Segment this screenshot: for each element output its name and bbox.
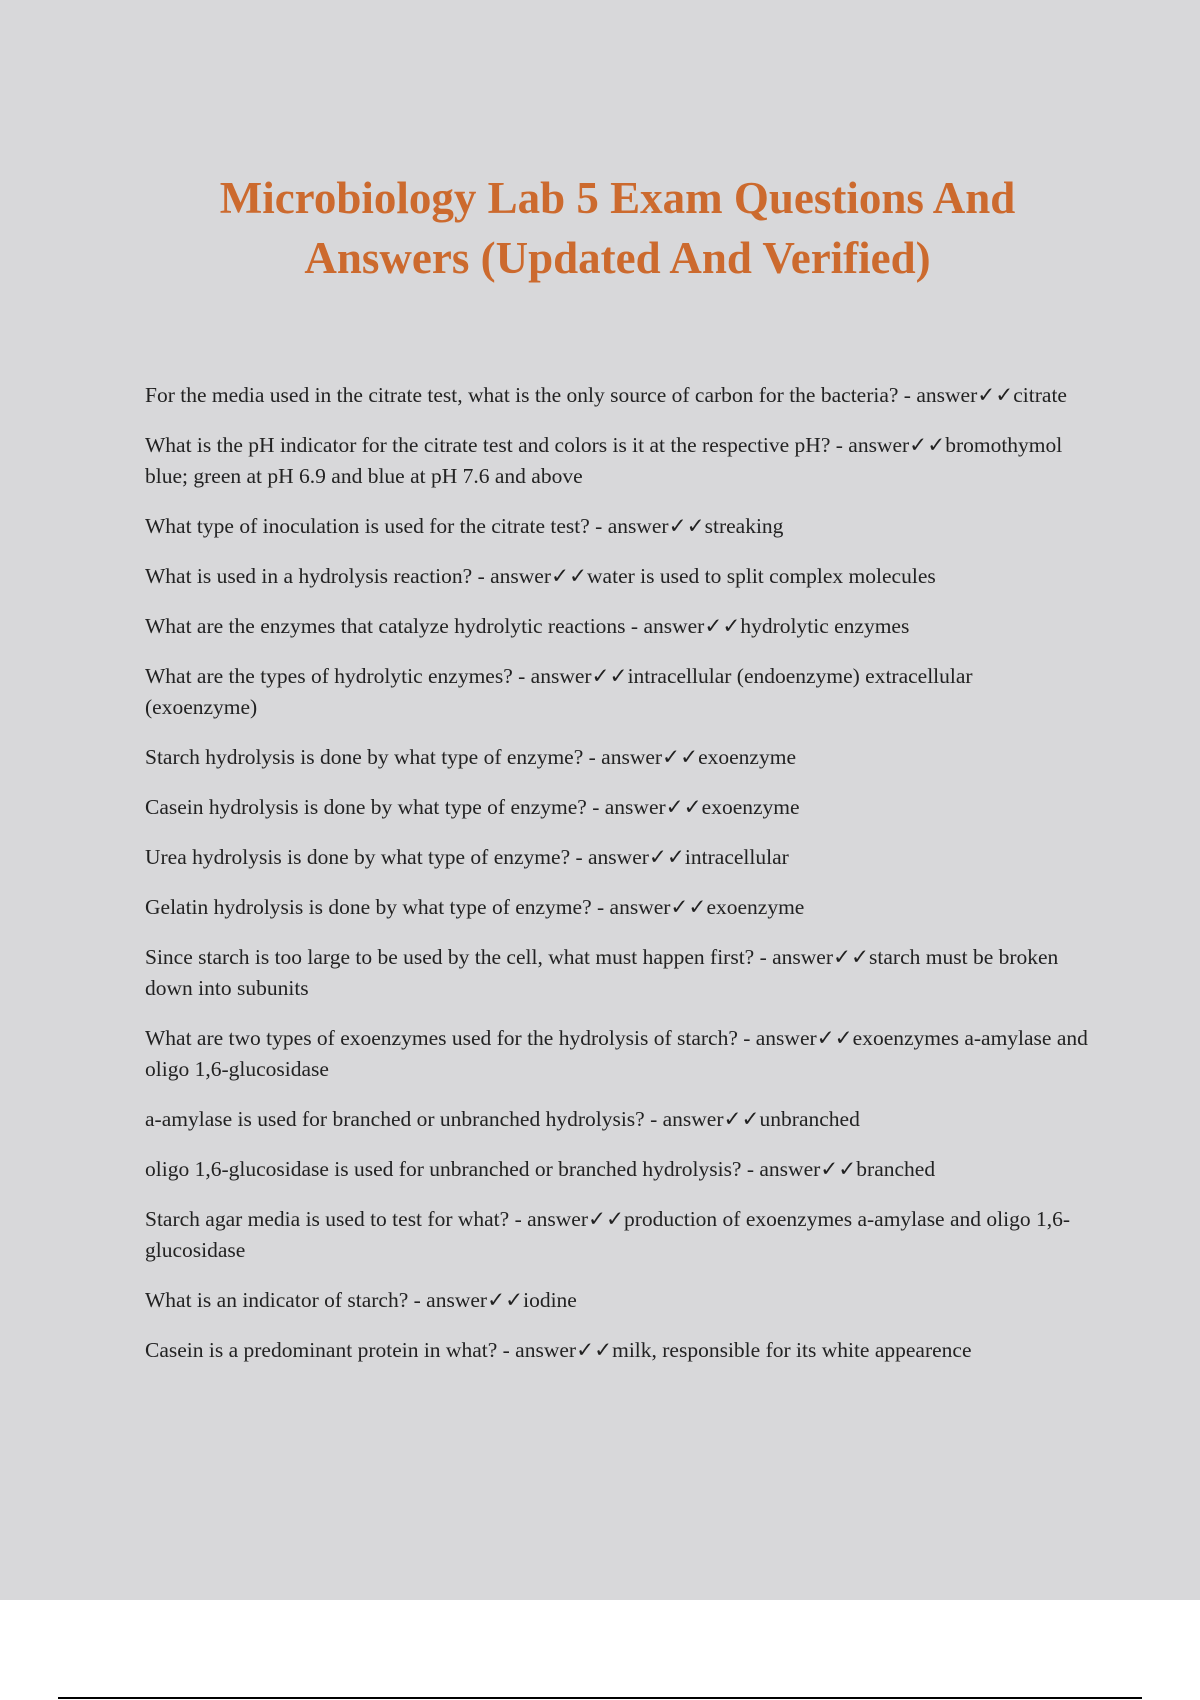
qa-item: What is used in a hydrolysis reaction? - answer✓✓water is used to split complex molecules bbox=[145, 564, 936, 588]
qa-item: Starch hydrolysis is done by what type of enzyme? - answer✓✓exoenzyme bbox=[145, 745, 796, 769]
document-title: Microbiology Lab 5 Exam Questions And Answers (Updated And Verified) bbox=[219, 173, 1016, 283]
qa-item: Casein hydrolysis is done by what type of enzyme? - answer✓✓exoenzyme bbox=[145, 795, 800, 819]
qa-item: What are the types of hydrolytic enzymes? - answer✓✓intracellular (endoenzyme) extracellular (exoenzyme) bbox=[145, 664, 973, 719]
bottom-divider bbox=[58, 1697, 1142, 1699]
qa-item: oligo 1,6-glucosidase is used for unbranched or branched hydrolysis? - answer✓✓branched bbox=[145, 1157, 936, 1181]
qa-item: Starch agar media is used to test for what? - answer✓✓production of exoenzymes a-amylase and oligo 1,6-glucosidase bbox=[145, 1207, 1071, 1262]
qa-item: What is the pH indicator for the citrate test and colors is it at the respective pH? - answer✓✓bromothymol blue; green at pH 6.9 and blue at pH 7.6 and above bbox=[145, 433, 1063, 488]
qa-item: What type of inoculation is used for the citrate test? - answer✓✓streaking bbox=[145, 514, 784, 538]
qa-item: What are the enzymes that catalyze hydrolytic reactions - answer✓✓hydrolytic enzymes bbox=[145, 614, 910, 638]
qa-item: Since starch is too large to be used by the cell, what must happen first? - answer✓✓starch must be broken down into subunits bbox=[145, 945, 1059, 1000]
qa-item: Casein is a predominant protein in what? - answer✓✓milk, responsible for its white appearence bbox=[145, 1338, 972, 1362]
qa-item: Gelatin hydrolysis is done by what type of enzyme? - answer✓✓exoenzyme bbox=[145, 895, 805, 919]
qa-item: a-amylase is used for branched or unbranched hydrolysis? - answer✓✓unbranched bbox=[145, 1107, 860, 1131]
qa-list bbox=[145, 380, 1090, 1385]
qa-item: Urea hydrolysis is done by what type of enzyme? - answer✓✓intracellular bbox=[145, 845, 789, 869]
qa-item: What are two types of exoenzymes used for the hydrolysis of starch? - answer✓✓exoenzymes a-amylase and oligo 1,6-glucosidase bbox=[145, 1026, 1088, 1081]
qa-item: What is an indicator of starch? - answer✓✓iodine bbox=[145, 1288, 577, 1312]
qa-item: For the media used in the citrate test, what is the only source of carbon for the bacteria? - answer✓✓citrate bbox=[145, 383, 1067, 407]
